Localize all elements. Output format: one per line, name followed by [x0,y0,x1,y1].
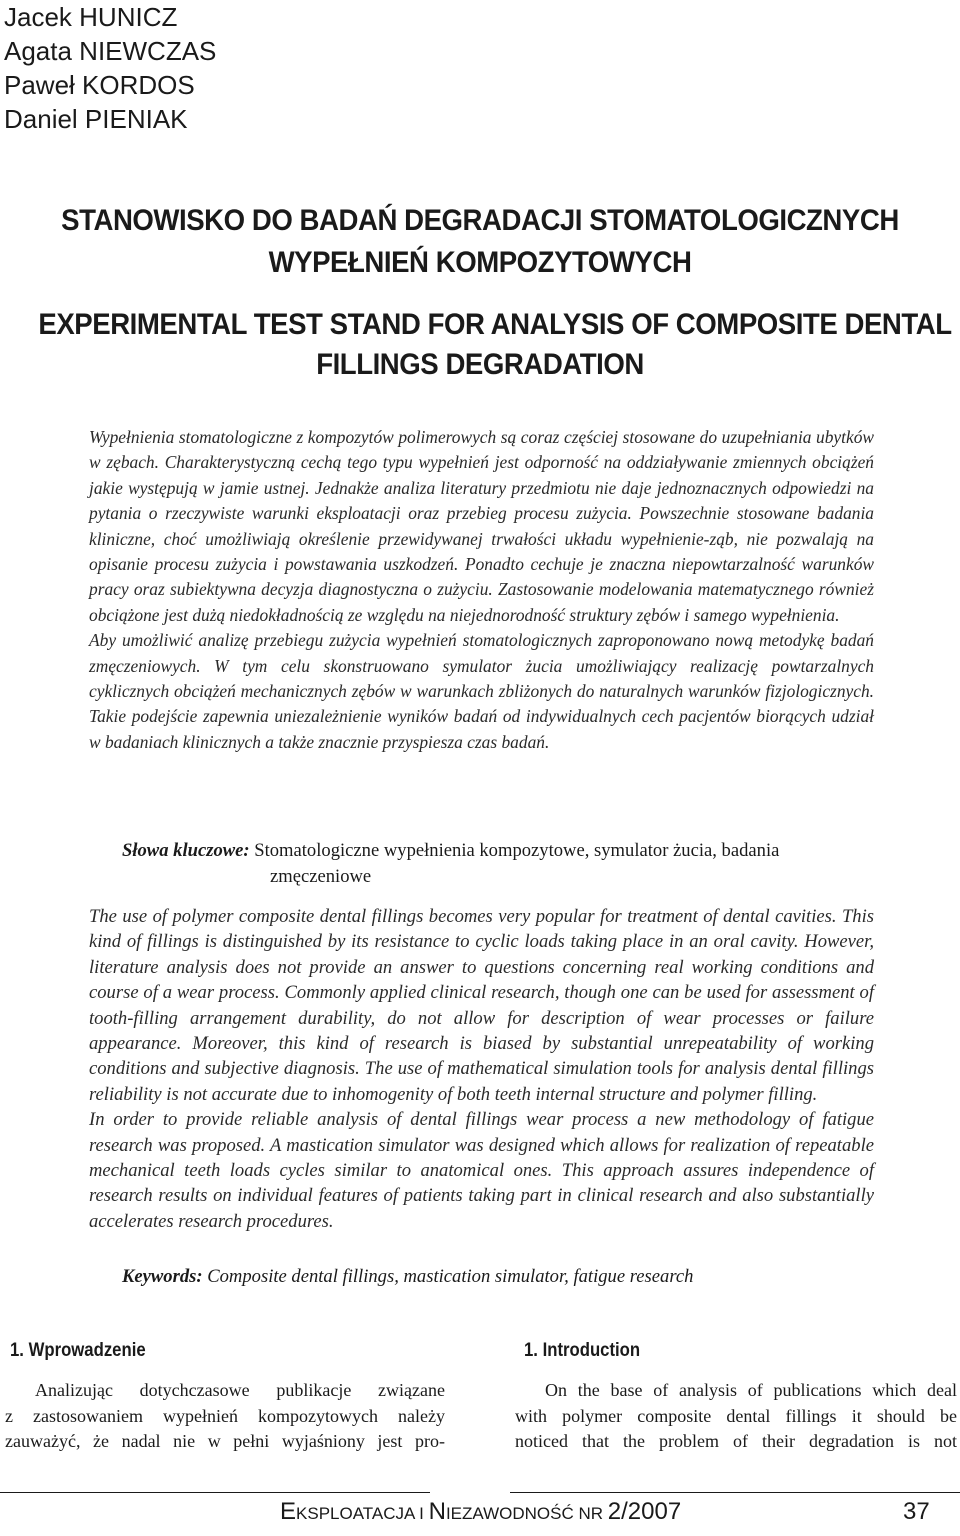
journal-issue: 2/2007 [607,1498,682,1525]
author-name: Jacek HUNICZ [4,2,178,32]
journal-name-part: KSPLOATACJA I [296,1504,429,1523]
keywords-polish [122,838,882,890]
journal-name-part: E [280,1498,297,1525]
body-column-english [515,1378,957,1455]
abstract-polish [89,425,874,755]
abstract-english-paragraph: In order to provide reliable analysis of dental fillings wear process a new methodology of fatigue research was proposed. A mastication simulator was designed which allows for realization of repeatable mechanical teeth loads cycles similar to anatomical ones. This approach assures independence of research results on individual features of patients taking part in clinical research and also substantially accelerates research procedures. [89,1109,874,1232]
section-heading-polish: 1. Wprowadzenie [10,1340,146,1361]
title-english [38,305,952,385]
title-english-line: EXPERIMENTAL TEST STAND FOR ANALYSIS OF COMPOSITE DENTAL [38,308,952,341]
page-number: 37 [903,1498,930,1525]
author-list [4,0,216,136]
body-column-polish [5,1378,445,1455]
body-line: Analizując dotychczasowe publikacje związane [35,1380,445,1400]
body-line: z zastosowaniem wypełnień kompozytowych należy [5,1405,445,1426]
body-line: On the base of analysis of publications which deal [545,1380,957,1400]
abstract-english [89,904,874,1234]
title-english-line: FILLINGS DEGRADATION [316,348,644,381]
footer-divider [510,1492,960,1493]
body-line: zauważyć, że nadal nie w pełni wyjaśniony jest pro- [5,1431,445,1451]
abstract-polish-paragraph: Wypełnienia stomatologiczne z kompozytów polimerowych są coraz częściej stosowane do uzupełniania ubytków w zębach. Charakterystyczną cechą tego typu wypełnień jest odporność na oddziaływanie zmiennych obciążeń jakie występują w jamie ustnej. Jednakże analiza literatury przedmiotu nie daje jednoznacznych odpowiedzi na pytania o rzeczywiste warunki eksploatacji oraz przebieg procesu zużycia. Powszechnie stosowane badania kliniczne, choć umożliwiają określenie przewidywanej trwałości układu wypełnienie-ząb, nie pozwalają na opisanie procesu zużycia i powstawania uszkodzeń. Ponadto cechuje je znaczna niepowtarzalność warunków pracy oraz subiektywna decyzja diagnostyczna o zużyciu. Zastosowanie modelowania matematycznego również obciążone jest dużą niedokładnością ze względu na niejednorodność struktury zębów i samego wypełnienia. [89,427,874,625]
title-polish-line: WYPEŁNIEŃ KOMPOZYTOWYCH [268,246,692,279]
keywords-polish-text: Stomatologiczne wypełnienia kompozytowe, symulator żucia, badania [254,840,780,861]
body-line: with polymer composite dental fillings it should be [515,1405,957,1426]
abstract-english-paragraph: The use of polymer composite dental fillings becomes very popular for treatment of dental cavities. This kind of fillings is distinguished by its resistance to cyclic loads taking place in an oral cavity. However, literature analysis does not provide an answer to questions concerning real working conditions and course of a wear process. Commonly applied clinical research, though one can be used for assessment of tooth-filling arrangement durability, do not allow for description of wear processes or failure appearance. Moreover, this kind of research is biased by substantial unrepeatability of working conditions and subjective diagnosis. The use of mathematical simulation tools for analysis dental fillings reliability is not accurate due to inhomogenity of both teeth internal structure and polymer filling. [89,906,874,1105]
author-name: Paweł KORDOS [4,70,195,100]
abstract-polish-paragraph: Aby umożliwić analizę przebiegu zużycia wypełnień stomatologicznych zaproponowano nową metodykę badań zmęczeniowych. W tym celu skonstruowano symulator żucia umożliwiający realizację powtarzalnych cyklicznych obciążeń mechanicznych zębów w warunkach zbliżonych do naturalnych warunków fizjologicznych. Takie podejście zapewnia uniezależnienie wyników badań od indywidualnych cech pacjentów biorących udział w badaniach klinicznych a także znacznie przyspiesza czas badań. [89,630,874,752]
title-polish-line: STANOWISKO DO BADAŃ DEGRADACJI STOMATOLOGICZNYCH [61,204,899,237]
body-line: noticed that the problem of their degradation is not [515,1431,957,1451]
author-name: Agata NIEWCZAS [4,36,217,66]
keywords-polish-label: Słowa kluczowe: [122,840,250,861]
keywords-english-label: Keywords: [122,1266,203,1287]
journal-footer [280,1498,681,1526]
section-heading-english: 1. Introduction [524,1340,641,1361]
title-polish [38,200,921,284]
journal-name-part: N [428,1498,446,1525]
keywords-polish-text-cont: zmęczeniowe [270,866,372,887]
journal-name-part: IEZAWODNOŚĆ NR [445,1504,608,1523]
keywords-english [122,1264,882,1290]
author-name: Daniel PIENIAK [4,104,188,134]
keywords-english-text: Composite dental fillings, mastication simulator, fatigue research [207,1266,694,1287]
footer-divider [0,1492,430,1493]
